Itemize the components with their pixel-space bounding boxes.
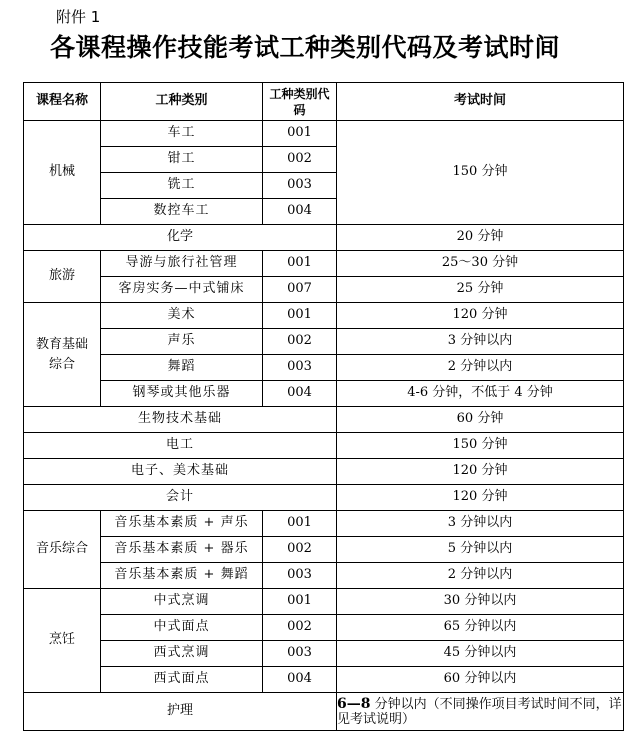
category-cell: 导游与旅行社管理 — [101, 251, 263, 277]
time-cell: 45 分钟以内 — [337, 641, 624, 667]
table-row — [24, 589, 624, 615]
table-row — [24, 277, 624, 303]
time-cell: 20 分钟 — [337, 225, 624, 251]
category-cell: 数控车工 — [101, 199, 263, 225]
category-cell: 音乐基本素质 + 舞蹈 — [101, 563, 263, 589]
code-cell: 001 — [263, 251, 337, 277]
category-cell: 西式面点 — [101, 667, 263, 693]
code-cell: 004 — [263, 381, 337, 407]
time-cell: 120 分钟 — [337, 303, 624, 329]
code-cell: 001 — [263, 303, 337, 329]
time-cell: 150 分钟 — [337, 121, 624, 225]
code-cell: 001 — [263, 511, 337, 537]
category-cell: 音乐基本素质 + 器乐 — [101, 537, 263, 563]
merged-label-cell: 生物技术基础 — [24, 407, 337, 433]
category-cell: 钳工 — [101, 147, 263, 173]
table-header-row — [24, 83, 624, 121]
category-cell: 美术 — [101, 303, 263, 329]
time-cell: 120 分钟 — [337, 459, 624, 485]
code-cell: 002 — [263, 615, 337, 641]
table-row — [24, 381, 624, 407]
header-course: 课程名称 — [24, 83, 101, 121]
table-row — [24, 355, 624, 381]
code-cell: 002 — [263, 329, 337, 355]
time-cell: 3 分钟以内 — [337, 511, 624, 537]
code-cell: 001 — [263, 121, 337, 147]
code-cell: 004 — [263, 199, 337, 225]
table-row — [24, 693, 624, 731]
table-row — [24, 667, 624, 693]
category-cell: 舞蹈 — [101, 355, 263, 381]
table-row — [24, 433, 624, 459]
time-range: 6—8 — [337, 695, 371, 712]
category-cell: 中式面点 — [101, 615, 263, 641]
table-row — [24, 407, 624, 433]
table-row — [24, 225, 624, 251]
category-cell: 声乐 — [101, 329, 263, 355]
table-row — [24, 303, 624, 329]
code-cell: 001 — [263, 589, 337, 615]
merged-label-cell: 化学 — [24, 225, 337, 251]
category-cell: 铣工 — [101, 173, 263, 199]
category-cell: 西式烹调 — [101, 641, 263, 667]
table-row — [24, 329, 624, 355]
table-row — [24, 121, 624, 147]
table-row — [24, 615, 624, 641]
course-cell — [24, 303, 101, 407]
time-cell: 120 分钟 — [337, 485, 624, 511]
table-row — [24, 563, 624, 589]
course-line: 教育基础 — [35, 336, 88, 352]
time-note: 分钟以内（不同操作项目考试时间不同，详见考试说明） — [337, 696, 622, 727]
course-line: 综合 — [48, 356, 75, 372]
table-row — [24, 511, 624, 537]
time-cell: 150 分钟 — [337, 433, 624, 459]
time-cell: 4-6 分钟，不低于 4 分钟 — [337, 381, 624, 407]
time-cell: 25～30 分钟 — [337, 251, 624, 277]
page-title: 各课程操作技能考试工种类别代码及考试时间 — [50, 33, 561, 62]
code-cell: 002 — [263, 147, 337, 173]
table-row — [24, 251, 624, 277]
time-cell — [337, 693, 624, 731]
header-time: 考试时间 — [337, 83, 624, 121]
table-row — [24, 641, 624, 667]
time-cell: 2 分钟以内 — [337, 355, 624, 381]
table-row — [24, 485, 624, 511]
code-cell: 002 — [263, 537, 337, 563]
code-cell: 003 — [263, 563, 337, 589]
code-cell: 007 — [263, 277, 337, 303]
time-cell: 60 分钟 — [337, 407, 624, 433]
category-cell: 音乐基本素质 + 声乐 — [101, 511, 263, 537]
merged-label-cell: 会计 — [24, 485, 337, 511]
category-cell: 客房实务—中式铺床 — [101, 277, 263, 303]
header-category: 工种类别 — [101, 83, 263, 121]
exam-table — [23, 82, 624, 731]
merged-label-cell: 护理 — [24, 693, 337, 731]
time-cell: 65 分钟以内 — [337, 615, 624, 641]
attachment-label: 附件 1 — [56, 8, 101, 26]
code-cell: 003 — [263, 173, 337, 199]
course-cell: 机械 — [24, 121, 101, 225]
time-cell: 3 分钟以内 — [337, 329, 624, 355]
header-code: 工种类别代码 — [263, 83, 337, 121]
time-cell: 25 分钟 — [337, 277, 624, 303]
merged-label-cell: 电工 — [24, 433, 337, 459]
category-cell: 车工 — [101, 121, 263, 147]
time-cell: 60 分钟以内 — [337, 667, 624, 693]
time-cell: 2 分钟以内 — [337, 563, 624, 589]
course-cell: 旅游 — [24, 251, 101, 303]
time-cell: 5 分钟以内 — [337, 537, 624, 563]
course-cell: 烹饪 — [24, 589, 101, 693]
code-cell: 003 — [263, 641, 337, 667]
merged-label-cell: 电子、美术基础 — [24, 459, 337, 485]
category-cell: 钢琴或其他乐器 — [101, 381, 263, 407]
table-row — [24, 537, 624, 563]
time-cell: 30 分钟以内 — [337, 589, 624, 615]
category-cell: 中式烹调 — [101, 589, 263, 615]
table-row — [24, 459, 624, 485]
code-cell: 004 — [263, 667, 337, 693]
code-cell: 003 — [263, 355, 337, 381]
course-cell: 音乐综合 — [24, 511, 101, 589]
